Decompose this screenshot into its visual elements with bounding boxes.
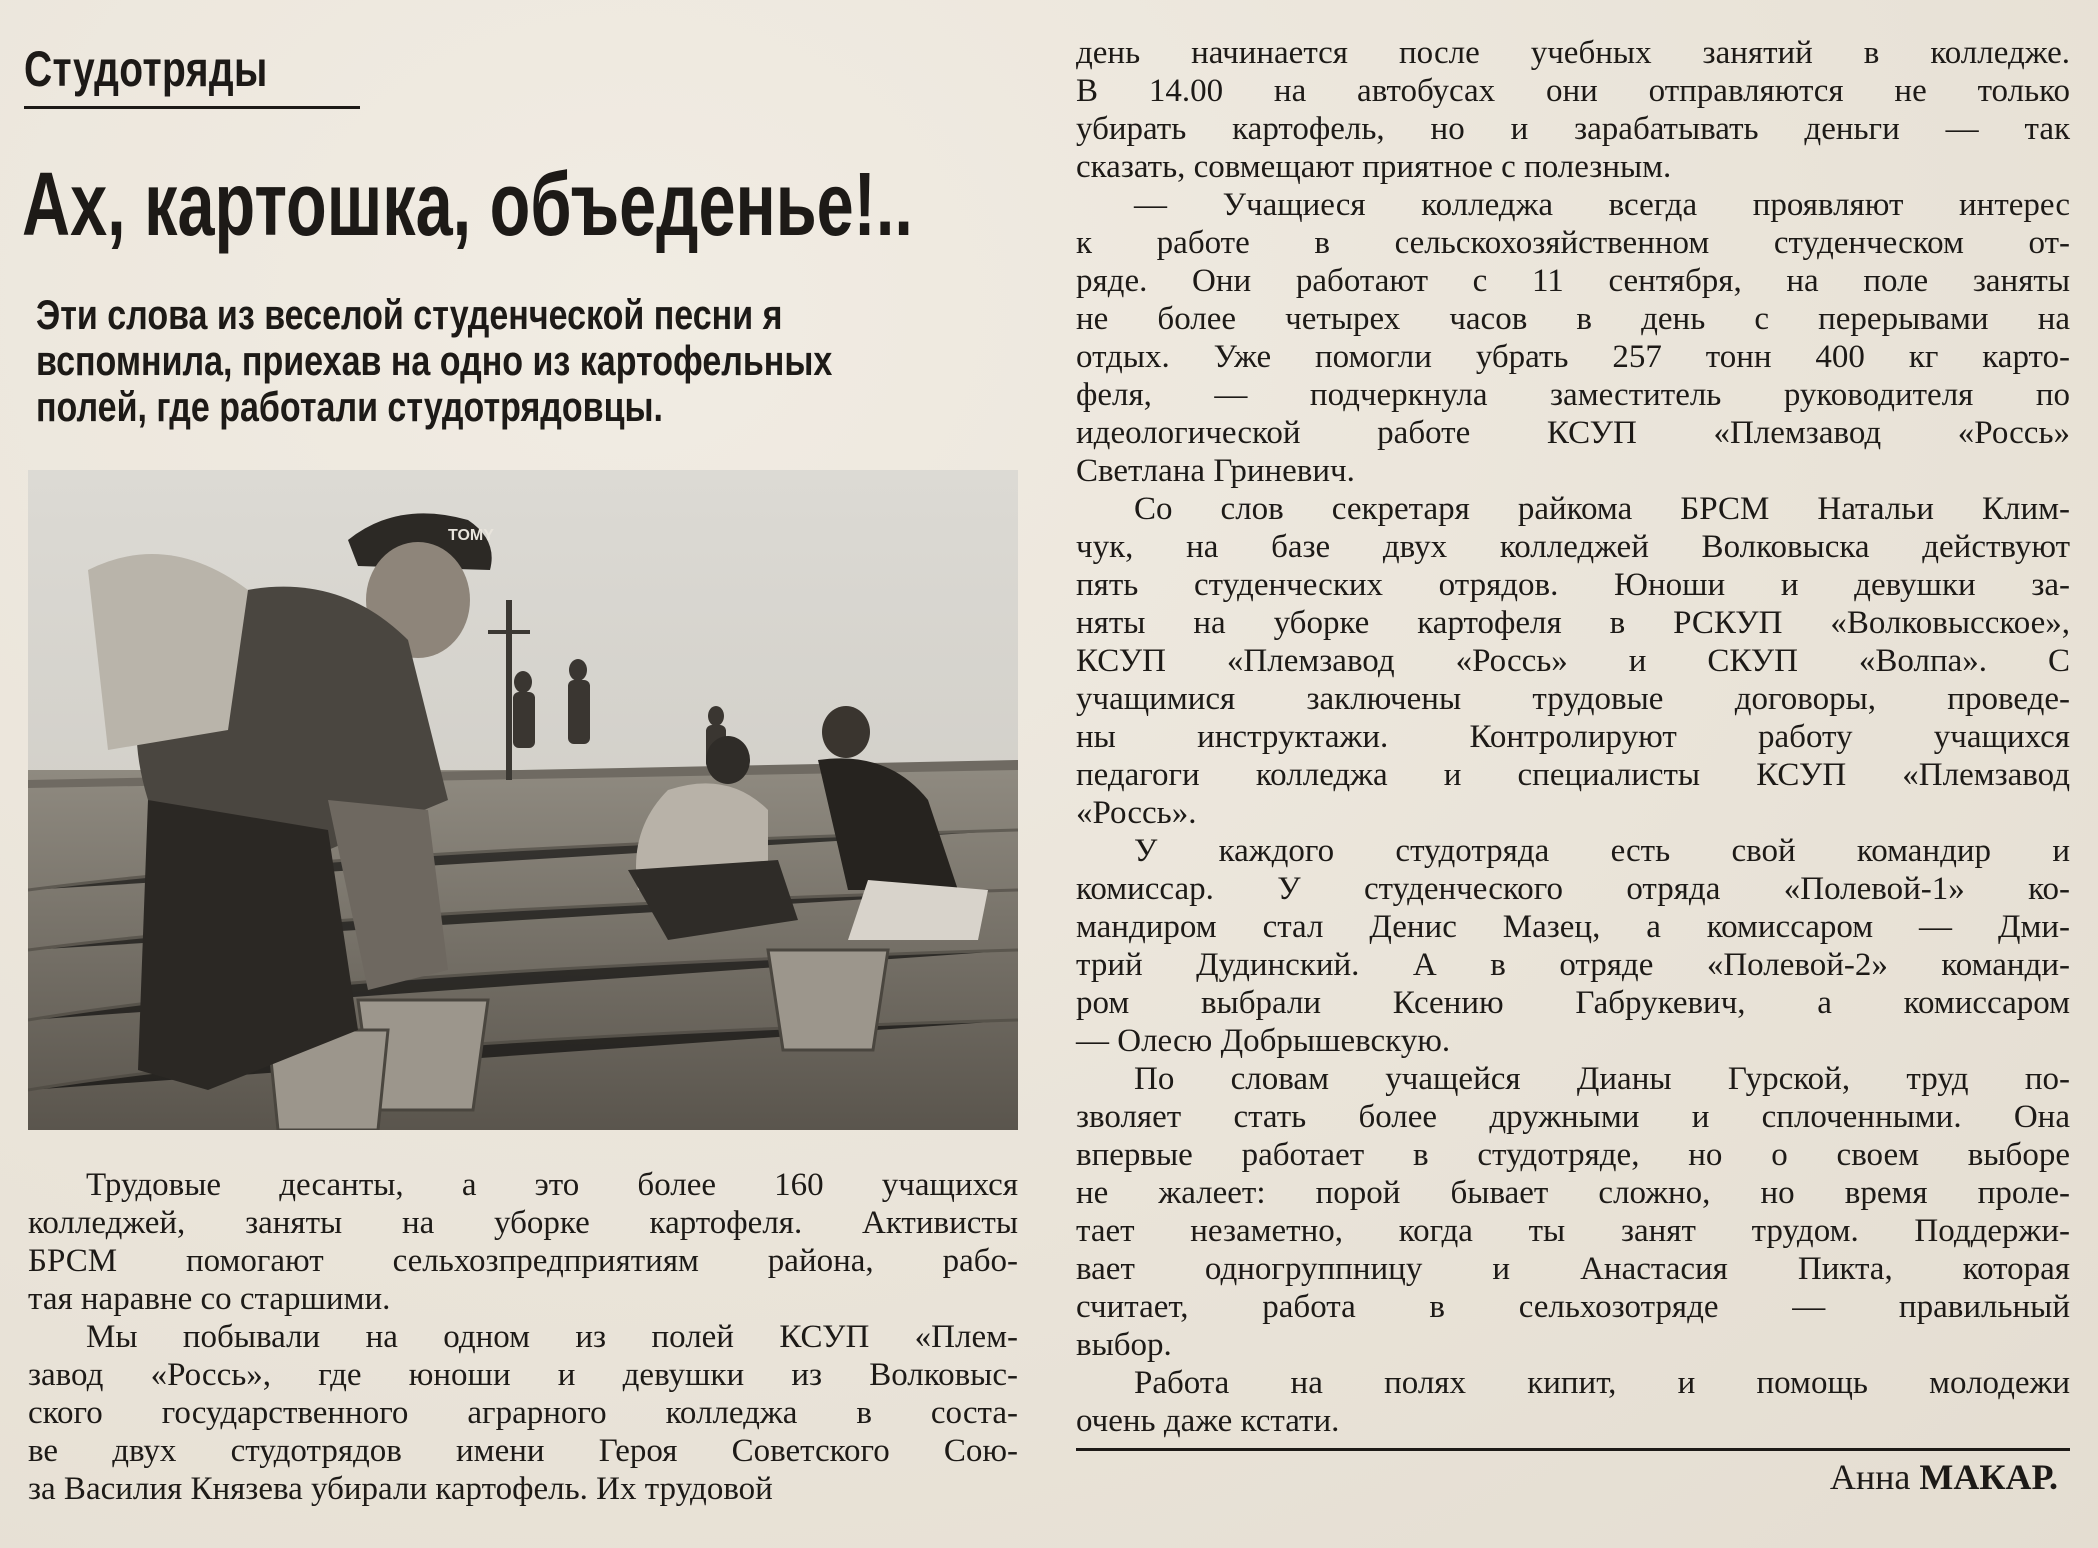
text-line: день начинается после учебных занятий в колледже.	[1076, 35, 2070, 71]
text-line: По словам учащейся Дианы Гурской, труд по-	[1134, 1061, 2070, 1097]
text-line: ского государственного аграрного колледжа в соста-	[28, 1395, 1018, 1431]
text-line: идеологической работе КСУП «Племзавод «Россь»	[1076, 415, 2070, 451]
text-line: КСУП «Племзавод «Россь» и СКУП «Волпа». С	[1076, 643, 2070, 679]
text-line: ряде. Они работают с 11 сентября, на поле заняты	[1076, 263, 2070, 299]
paragraph	[28, 1318, 1018, 1508]
paragraph	[1076, 186, 2070, 490]
text-line: завод «Россь», где юноши и девушки из Волковыс-	[28, 1357, 1018, 1393]
text-line: впервые работает в студотряде, но о своем выборе	[1076, 1137, 2070, 1173]
article-lead	[36, 292, 935, 430]
author-last-name: МАКАР.	[1919, 1457, 2058, 1497]
text-line: тая наравне со старшими.	[28, 1281, 391, 1317]
paragraph	[1076, 34, 2070, 186]
lead-line: полей, где работали студотрядовцы.	[36, 383, 664, 430]
text-line: мандиром стал Денис Мазец, а комиссаром — Дми-	[1076, 909, 2070, 945]
text-line: Со слов секретаря райкома БРСМ Натальи Клим-	[1134, 491, 2070, 527]
text-line: педагоги колледжа и специалисты КСУП «Племзавод	[1076, 757, 2070, 793]
text-line: няты на уборке картофеля в РСКУП «Волковысское»,	[1076, 605, 2070, 641]
text-line: не жалеет: порой бывает сложно, но время проле-	[1076, 1175, 2070, 1211]
text-line: не более четырех часов в день с перерывами на	[1076, 301, 2070, 337]
text-line: Мы побывали на одном из полей КСУП «Плем-	[86, 1319, 1018, 1355]
byline-rule	[1076, 1448, 2070, 1451]
author-byline	[1830, 1456, 2058, 1498]
text-line: вает одногруппницу и Анастасия Пикта, которая	[1076, 1251, 2070, 1287]
text-line: ве двух студотрядов имени Героя Советского Сою-	[28, 1433, 1018, 1469]
right-column-text	[1076, 34, 2070, 1440]
text-line: БРСМ помогают сельхозпредприятиям района, рабо-	[28, 1243, 1018, 1279]
text-line: ром выбрали Ксению Габрукевич, а комиссаром	[1076, 985, 2070, 1021]
cap-logo: TOMY	[448, 527, 494, 544]
text-line: трий Дудинский. А в отряде «Полевой-2» команди-	[1076, 947, 2070, 983]
text-line: очень даже кстати.	[1076, 1403, 1340, 1439]
text-line: ны инструктажи. Контролируют работу учащихся	[1076, 719, 2070, 755]
lead-line: вспомнила, приехав на одно из картофельных	[36, 337, 833, 384]
text-line: учащимися заключены трудовые договоры, проведе-	[1076, 681, 2070, 717]
text-line: — Олесю Добрышевскую.	[1076, 1023, 1451, 1059]
text-line: Светлана Гриневич.	[1076, 453, 1355, 489]
text-line: считает, работа в сельхозотряде — правильный	[1076, 1289, 2070, 1325]
text-line: В 14.00 на автобусах они отправляются не только	[1076, 73, 2070, 109]
text-line: убирать картофель, но и зарабатывать деньги — так	[1076, 111, 2070, 147]
article-headline: Ах, картошка, объеденье!..	[22, 155, 913, 255]
text-line: сказать, совмещают приятное с полезным.	[1076, 149, 1672, 185]
text-line: — Учащиеся колледжа всегда проявляют интерес	[1134, 187, 2070, 223]
text-line: за Василия Князева убирали картофель. Их трудовой	[28, 1471, 773, 1507]
paragraph	[28, 1166, 1018, 1318]
potato-harvest-photo-icon	[28, 470, 1018, 1130]
text-line: феля, — подчеркнула заместитель руководителя по	[1076, 377, 2070, 413]
text-line: комиссар. У студенческого отряда «Полевой-1» ко-	[1076, 871, 2070, 907]
text-line: тает незаметно, когда ты занят трудом. Поддержи-	[1076, 1213, 2070, 1249]
text-line: пять студенческих отрядов. Юноши и девушки за-	[1076, 567, 2070, 603]
section-rubric: Студотряды	[24, 41, 268, 97]
text-line: чук, на базе двух колледжей Волковыска действуют	[1076, 529, 2070, 565]
paragraph	[1076, 1060, 2070, 1364]
text-line: «Россь».	[1076, 795, 1197, 831]
rubric-underline	[24, 106, 360, 109]
text-line: колледжей, заняты на уборке картофеля. Активисты	[28, 1205, 1018, 1241]
text-line: Работа на полях кипит, и помощь молодежи	[1134, 1365, 2070, 1401]
text-line: выбор.	[1076, 1327, 1172, 1363]
author-first-name: Анна	[1829, 1457, 1911, 1497]
text-line: к работе в сельскохозяйственном студенческом от-	[1076, 225, 2070, 261]
left-column-text	[28, 1166, 1018, 1508]
text-line: отдых. Уже помогли убрать 257 тонн 400 кг карто-	[1076, 339, 2070, 375]
paragraph	[1076, 1364, 2070, 1440]
article-photo	[28, 470, 1018, 1130]
paragraph	[1076, 832, 2070, 1060]
text-line: Трудовые десанты, а это более 160 учащихся	[86, 1167, 1018, 1203]
lead-line: Эти слова из веселой студенческой песни я	[36, 291, 783, 338]
text-line: У каждого студотряда есть свой командир и	[1134, 833, 2070, 869]
text-line: зволяет стать более дружными и сплоченными. Она	[1076, 1099, 2070, 1135]
paragraph	[1076, 490, 2070, 832]
